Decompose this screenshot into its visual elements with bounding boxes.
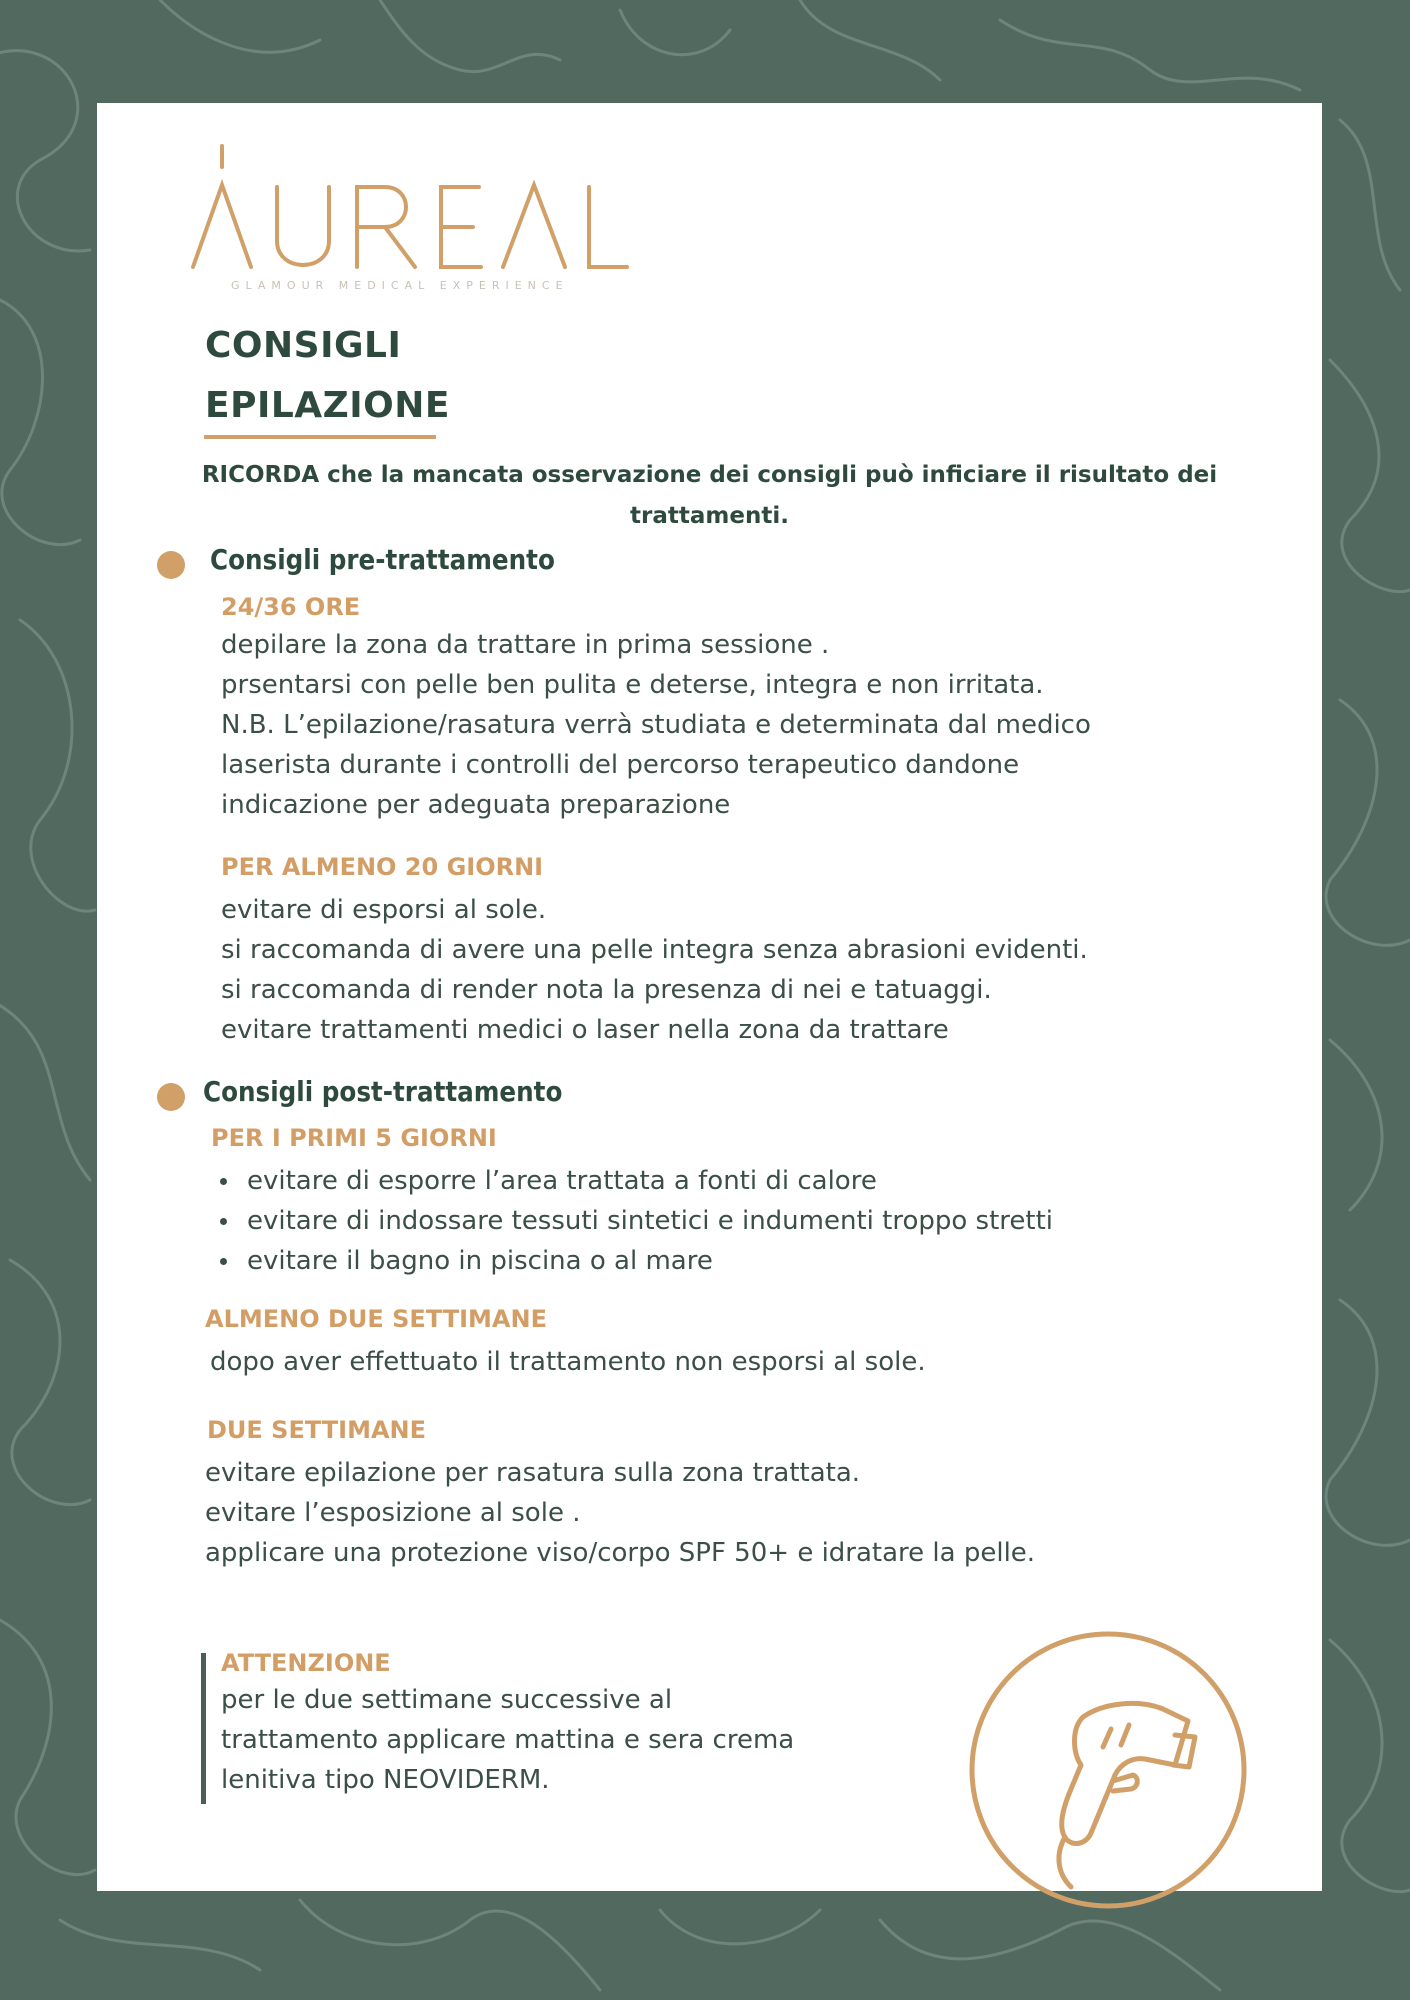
page-title-line-1: CONSIGLI bbox=[205, 325, 402, 366]
text-line: depilare la zona da trattare in prima sessione . bbox=[221, 630, 830, 660]
laser-device-icon bbox=[963, 1625, 1253, 1915]
text-line: evitare l’esposizione al sole . bbox=[205, 1498, 581, 1528]
section-bullet-icon bbox=[157, 1083, 185, 1111]
text-line: dopo aver effettuato il trattamento non esporsi al sole. bbox=[210, 1347, 926, 1377]
pre-block-1-text bbox=[221, 625, 1091, 825]
list-item: evitare di esporre l’area trattata a fonti di calore bbox=[211, 1161, 1053, 1201]
page-title-line-2: EPILAZIONE bbox=[205, 385, 450, 426]
reminder-notice: RICORDA che la mancata osservazione dei consigli può inficiare il risultato dei trattamenti. bbox=[201, 462, 1218, 529]
text-line: evitare epilazione per rasatura sulla zona trattata. bbox=[205, 1458, 861, 1488]
text-line: lenitiva tipo NEOVIDERM. bbox=[221, 1765, 550, 1795]
text-line: N.B. L’epilazione/rasatura verrà studiata e determinata dal medico bbox=[221, 710, 1091, 740]
post-block-1-heading: PER I PRIMI 5 GIORNI bbox=[211, 1124, 497, 1152]
post-block-3-heading: DUE SETTIMANE bbox=[207, 1416, 426, 1444]
text-line: trattamento applicare mattina e sera crema bbox=[221, 1725, 795, 1755]
attention-side-bar bbox=[201, 1653, 206, 1804]
post-block-2-heading: ALMENO DUE SETTIMANE bbox=[205, 1305, 547, 1333]
text-line: evitare trattamenti medici o laser nella zona da trattare bbox=[221, 1015, 949, 1045]
attention-text bbox=[221, 1680, 794, 1800]
post-block-2-text bbox=[210, 1342, 926, 1382]
text-line: si raccomanda di avere una pelle integra senza abrasioni evidenti. bbox=[221, 935, 1088, 965]
text-line: indicazione per adeguata preparazione bbox=[221, 790, 731, 820]
text-line: laserista durante i controlli del percorso terapeutico dandone bbox=[221, 750, 1020, 780]
title-underline bbox=[204, 435, 436, 439]
pre-treatment-title: Consigli pre-trattamento bbox=[210, 543, 555, 576]
text-line: prsentarsi con pelle ben pulita e deterse, integra e non irritata. bbox=[221, 670, 1044, 700]
pre-block-2-text bbox=[221, 890, 1088, 1050]
aureal-logo bbox=[189, 141, 629, 271]
post-treatment-title: Consigli post-trattamento bbox=[203, 1075, 563, 1108]
text-line: per le due settimane successive al bbox=[221, 1685, 673, 1715]
attention-heading: ATTENZIONE bbox=[221, 1649, 391, 1677]
post-block-1-list bbox=[211, 1161, 1053, 1281]
brand-tagline: GLAMOUR MEDICAL EXPERIENCE bbox=[231, 279, 569, 292]
post-block-3-text bbox=[205, 1453, 1035, 1573]
pre-block-1-heading: 24/36 ORE bbox=[221, 593, 361, 621]
list-item: evitare il bagno in piscina o al mare bbox=[211, 1241, 1053, 1281]
section-bullet-icon bbox=[157, 551, 185, 579]
text-line: evitare di esporsi al sole. bbox=[221, 895, 547, 925]
list-item: evitare di indossare tessuti sintetici e indumenti troppo stretti bbox=[211, 1201, 1053, 1241]
text-line: applicare una protezione viso/corpo SPF 50+ e idratare la pelle. bbox=[205, 1538, 1036, 1568]
content-card bbox=[97, 103, 1322, 1891]
pre-block-2-heading: PER ALMENO 20 GIORNI bbox=[221, 853, 544, 881]
text-line: si raccomanda di render nota la presenza di nei e tatuaggi. bbox=[221, 975, 992, 1005]
